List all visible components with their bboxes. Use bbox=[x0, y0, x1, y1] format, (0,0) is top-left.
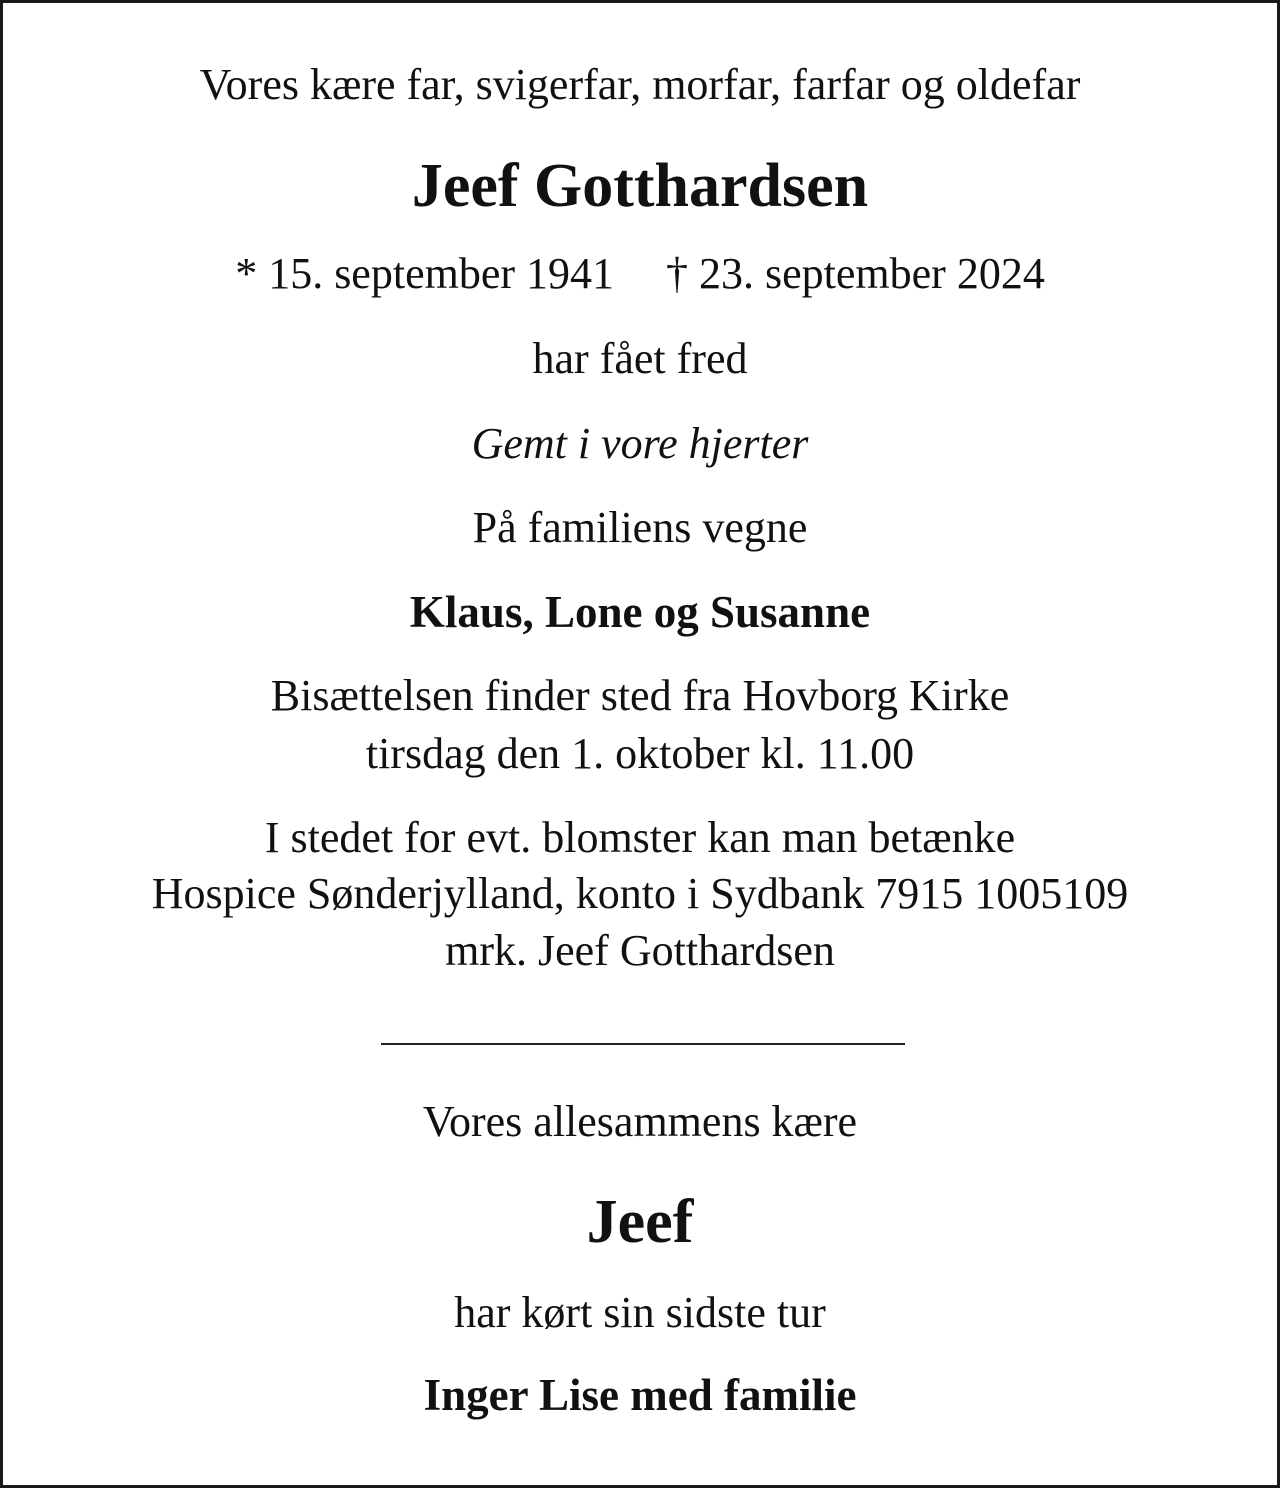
funeral-line-1: Bisættelsen finder sted fra Hovborg Kirke bbox=[270, 671, 1010, 720]
passed-text: har fået fred bbox=[532, 334, 748, 383]
second-signature: Inger Lise med familie bbox=[423, 1370, 857, 1420]
donation-line-2: Hospice Sønderjylland, konto i Sydbank 7915 1005109 bbox=[151, 869, 1129, 918]
intro-text: Vores kære far, svigerfar, morfar, farfar og oldefar bbox=[199, 60, 1081, 109]
death-date: † 23. september 2024 bbox=[666, 249, 1045, 298]
motto-text: Gemt i vore hjerter bbox=[471, 419, 809, 468]
birth-date: * 15. september 1941 bbox=[235, 249, 614, 298]
section-divider bbox=[381, 1043, 905, 1045]
donation-line-1: I stedet for evt. blomster kan man betænke bbox=[264, 813, 1016, 862]
second-name: Jeef bbox=[586, 1188, 694, 1256]
funeral-line-2: tirsdag den 1. oktober kl. 11.00 bbox=[365, 729, 915, 778]
on-behalf-text: På familiens vegne bbox=[472, 503, 808, 552]
second-intro-text: Vores allesammens kære bbox=[422, 1097, 858, 1146]
donation-line-3: mrk. Jeef Gotthardsen bbox=[445, 926, 835, 975]
family-names: Klaus, Lone og Susanne bbox=[409, 587, 871, 637]
life-dates bbox=[3, 249, 1277, 300]
deceased-name: Jeef Gotthardsen bbox=[411, 152, 869, 220]
second-text: har kørt sin sidste tur bbox=[454, 1288, 826, 1337]
